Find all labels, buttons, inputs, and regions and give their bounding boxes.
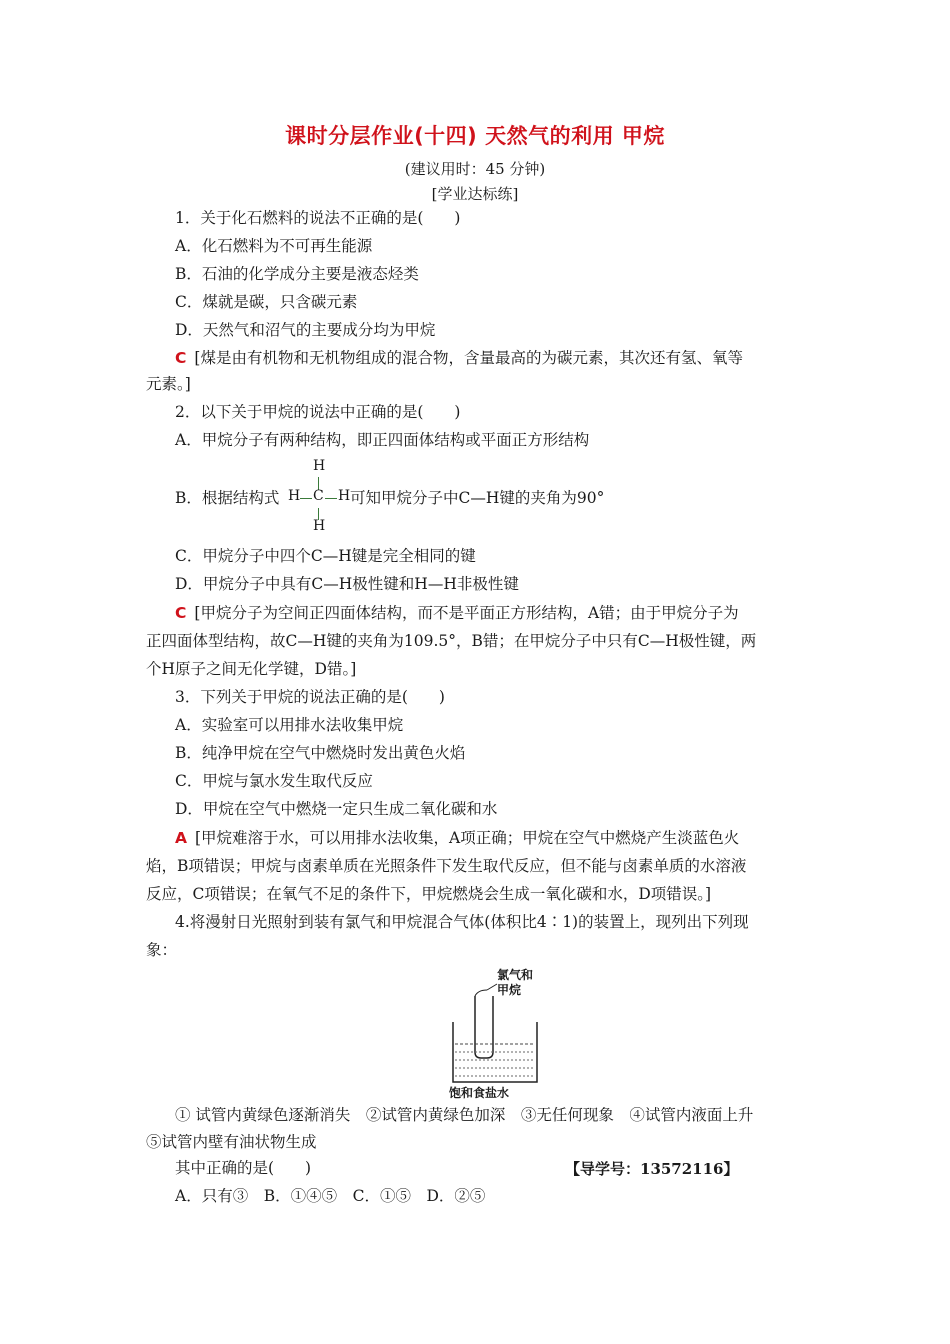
q2-answer: C: [175, 604, 187, 622]
q1-stem: 1．关于化石燃料的说法不正确的是( ): [175, 209, 461, 227]
figure-label-brine: 饱和食盐水: [449, 1086, 510, 1100]
q2-explanation-cont-2: 个H原子之间无化学键，D错。]: [146, 660, 357, 678]
q1-option-b: B．石油的化学成分主要是液态烃类: [175, 265, 419, 283]
q4-phenomena: ① 试管内黄绿色逐渐消失 ②试管内黄绿色加深 ③无任何现象 ④试管内液面上升: [175, 1106, 754, 1124]
q2-option-c: C．甲烷分子中四个C—H键是完全相同的键: [175, 547, 476, 565]
q2-option-d: D．甲烷分子中具有C—H极性键和H—H非极性键: [175, 575, 519, 593]
q1-option-a: A．化石燃料为不可再生能源: [175, 237, 373, 255]
q4-stem-cont: 象：: [146, 941, 178, 959]
q4-phenomena-cont: ⑤试管内壁有油状物生成: [146, 1133, 317, 1151]
formula-bottom-h: H: [313, 518, 326, 534]
q4-stem: 4.将漫射日光照射到装有氯气和甲烷混合气体(体积比4∶1)的装置上，现列出下列现: [175, 913, 749, 931]
test-tube-rim: [475, 990, 487, 996]
q2-explanation-cont-1: 正四面体型结构，故C—H键的夹角为109.5°，B错；在甲烷分子中只有C—H极性键，两: [146, 632, 757, 650]
q2-explanation: C [甲烷分子为空间正四面体结构，而不是平面正方形结构，A错；由于甲烷分子为: [175, 604, 739, 622]
q1-option-d: D．天然气和沼气的主要成分均为甲烷: [175, 321, 436, 339]
formula-right-h: H: [338, 488, 351, 504]
formula-left-h: H: [288, 488, 301, 504]
q1-explanation: C [煤是由有机物和无机物组成的混合物，含量最高的为碳元素，其次还有氢、氧等: [175, 349, 743, 367]
guide-number: 【导学号：13572116】: [565, 1160, 739, 1178]
section-heading: [学业达标练]: [431, 185, 519, 203]
q3-explanation: A [甲烷难溶于水，可以用排水法收集，A项正确；甲烷在空气中燃烧产生淡蓝色火: [175, 829, 740, 847]
q2-option-b-suffix: 可知甲烷分子中C—H键的夹角为90°: [350, 489, 605, 507]
time-note: (建议用时：45 分钟): [404, 160, 546, 178]
q3-option-c: C．甲烷与氯水发生取代反应: [175, 772, 373, 790]
q2-option-a: A．甲烷分子有两种结构，即正四面体结构或平面正方形结构: [175, 431, 590, 449]
q3-option-d: D．甲烷在空气中燃烧一定只生成二氧化碳和水: [175, 800, 498, 818]
q2-option-b-prefix: B．根据结构式: [175, 489, 280, 507]
q1-explanation-cont: 元素。]: [146, 375, 191, 393]
q4-ask: 其中正确的是( ): [175, 1159, 312, 1177]
page-title: 课时分层作业(十四) 天然气的利用 甲烷: [285, 124, 665, 148]
q4-choices: A．只有③ B．①④⑤ C．①⑤ D．②⑤: [175, 1187, 486, 1205]
q3-stem: 3．下列关于甲烷的说法正确的是( ): [175, 688, 445, 706]
formula-center-c: C: [313, 488, 324, 504]
q1-option-c: C．煤就是碳，只含碳元素: [175, 293, 358, 311]
q2-stem: 2．以下关于甲烷的说法中正确的是( ): [175, 403, 461, 421]
q3-explanation-cont-1: 焰，B项错误；甲烷与卤素单质在光照条件下发生取代反应，但不能与卤素单质的水溶液: [146, 857, 747, 875]
q3-explanation-cont-2: 反应，C项错误；在氧气不足的条件下，甲烷燃烧会生成一氧化碳和水，D项错误。]: [146, 885, 712, 903]
q3-answer: A: [175, 829, 187, 847]
q1-answer: C: [175, 349, 187, 367]
figure-label-gas: 氯气和 甲烷: [497, 968, 534, 997]
experiment-figure: [445, 966, 545, 1100]
formula-top-h: H: [313, 458, 326, 474]
q3-option-a: A．实验室可以用排水法收集甲烷: [175, 716, 404, 734]
test-tube-shape: [475, 996, 493, 1058]
q3-option-b: B．纯净甲烷在空气中燃烧时发出黄色火焰: [175, 744, 466, 762]
